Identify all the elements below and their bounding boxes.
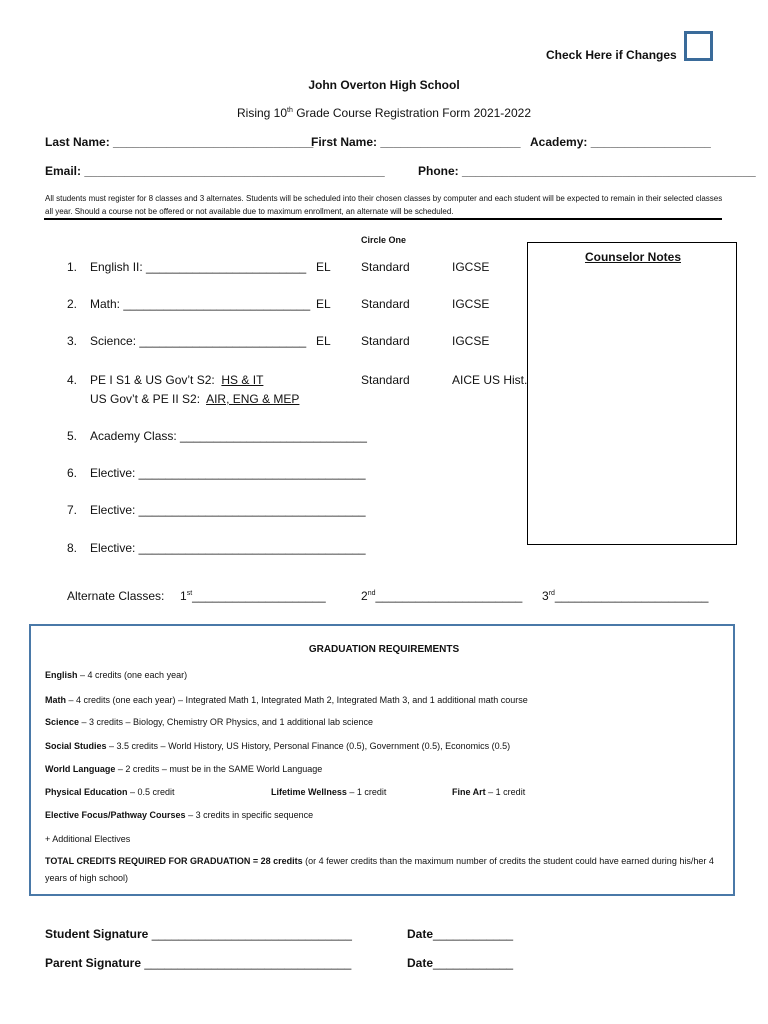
course-number: 8. — [67, 541, 78, 555]
academy-field[interactable]: Academy: __________________ — [530, 135, 711, 149]
alternate-classes-label: Alternate Classes: — [67, 589, 165, 603]
aice-us-hist-option[interactable]: AICE US Hist. — [452, 373, 528, 387]
circle-one-label: Circle One — [361, 235, 407, 245]
fine-art-requirement: Fine Art – 1 credit — [452, 787, 526, 797]
graduation-title: GRADUATION REQUIREMENTS — [308, 644, 460, 655]
student-signature-field[interactable]: Student Signature ______________________________ — [45, 927, 352, 941]
course-number: 5. — [67, 429, 78, 443]
counselor-notes-box[interactable] — [527, 242, 737, 545]
course-number: 1. — [67, 260, 78, 274]
pe-gov-standard-option[interactable]: Standard — [361, 373, 410, 387]
school-name: John Overton High School — [308, 78, 460, 92]
pe-gov-line2: US Gov’t & PE II S2: AIR, ENG & MEP — [90, 392, 300, 406]
math-el-option[interactable]: EL — [316, 297, 331, 311]
parent-date-field[interactable]: Date____________ — [407, 956, 514, 970]
pe-gov-line1: PE I S1 & US Gov’t S2: HS & IT — [90, 373, 264, 387]
check-changes-label: Check Here if Changes — [546, 48, 677, 62]
wellness-requirement: Lifetime Wellness – 1 credit — [271, 787, 387, 797]
elective-focus-requirement: Elective Focus/Pathway Courses – 3 credits in specific sequence — [45, 810, 314, 820]
first-name-field[interactable]: First Name: _____________________ — [311, 135, 521, 149]
math-igcse-option[interactable]: IGCSE — [452, 297, 490, 311]
changes-checkbox[interactable] — [684, 31, 713, 61]
section-divider — [44, 218, 722, 220]
english-el-option[interactable]: EL — [316, 260, 331, 274]
elective-field[interactable]: Elective: __________________________________ — [90, 466, 366, 480]
english-standard-option[interactable]: Standard — [361, 260, 410, 274]
student-date-field[interactable]: Date____________ — [407, 927, 514, 941]
elective-field[interactable]: Elective: __________________________________ — [90, 541, 366, 555]
science-standard-option[interactable]: Standard — [361, 334, 410, 348]
alternate-second-field[interactable]: 2nd______________________ — [361, 589, 523, 603]
math-standard-option[interactable]: Standard — [361, 297, 410, 311]
elective-field[interactable]: Elective: __________________________________ — [90, 503, 366, 517]
last-name-field[interactable]: Last Name: ______________________________ — [45, 135, 314, 149]
course-number: 2. — [67, 297, 78, 311]
counselor-notes-title: Counselor Notes — [584, 250, 681, 264]
english-igcse-option[interactable]: IGCSE — [452, 260, 490, 274]
world-language-requirement: World Language – 2 credits – must be in the SAME World Language — [45, 764, 323, 774]
pe-requirement: Physical Education – 0.5 credit — [45, 787, 175, 797]
math-field[interactable]: Math: ____________________________ — [90, 297, 311, 311]
total-credits-requirement: TOTAL CREDITS REQUIRED FOR GRADUATION = 28 credits (or 4 fewer credits than the maximum number of credits the student could have earned during his/her 4 years of high school) — [45, 856, 714, 883]
parent-signature-field[interactable]: Parent Signature _______________________________ — [45, 956, 352, 970]
course-number: 7. — [67, 503, 78, 517]
alternate-first-field[interactable]: 1st____________________ — [180, 589, 326, 603]
course-number: 6. — [67, 466, 78, 480]
phone-field[interactable]: Phone: ____________________________________________ — [418, 164, 756, 178]
science-igcse-option[interactable]: IGCSE — [452, 334, 490, 348]
science-field[interactable]: Science: _________________________ — [90, 334, 307, 348]
alternate-third-field[interactable]: 3rd_______________________ — [542, 589, 709, 603]
academy-class-field[interactable]: Academy Class: ____________________________ — [90, 429, 367, 443]
email-field[interactable]: Email: _____________________________________________ — [45, 164, 385, 178]
science-requirement: Science – 3 credits – Biology, Chemistry OR Physics, and 1 additional lab science — [45, 717, 374, 727]
course-number: 4. — [67, 373, 78, 387]
additional-electives: + Additional Electives — [45, 834, 131, 844]
english-field[interactable]: English II: ________________________ — [90, 260, 307, 274]
science-el-option[interactable]: EL — [316, 334, 331, 348]
instructions-text: All students must register for 8 classes and 3 alternates. Students will be scheduled into their chosen classes by computer and each student will be expected to remain in their selected classes all year. Should a course not be offered or not available due to maximum enrollment, an alternate will be scheduled. — [45, 194, 723, 216]
english-requirement: English – 4 credits (one each year) — [45, 670, 188, 680]
form-title: Rising 10th Grade Course Registration Form 2021-2022 — [237, 106, 531, 120]
course-number: 3. — [67, 334, 78, 348]
social-studies-requirement: Social Studies – 3.5 credits – World History, US History, Personal Finance (0.5), Government (0.5), Economics (0.5) — [45, 741, 511, 751]
math-requirement: Math – 4 credits (one each year) – Integrated Math 1, Integrated Math 2, Integrated Math 3, and 1 additional math course — [45, 695, 528, 705]
